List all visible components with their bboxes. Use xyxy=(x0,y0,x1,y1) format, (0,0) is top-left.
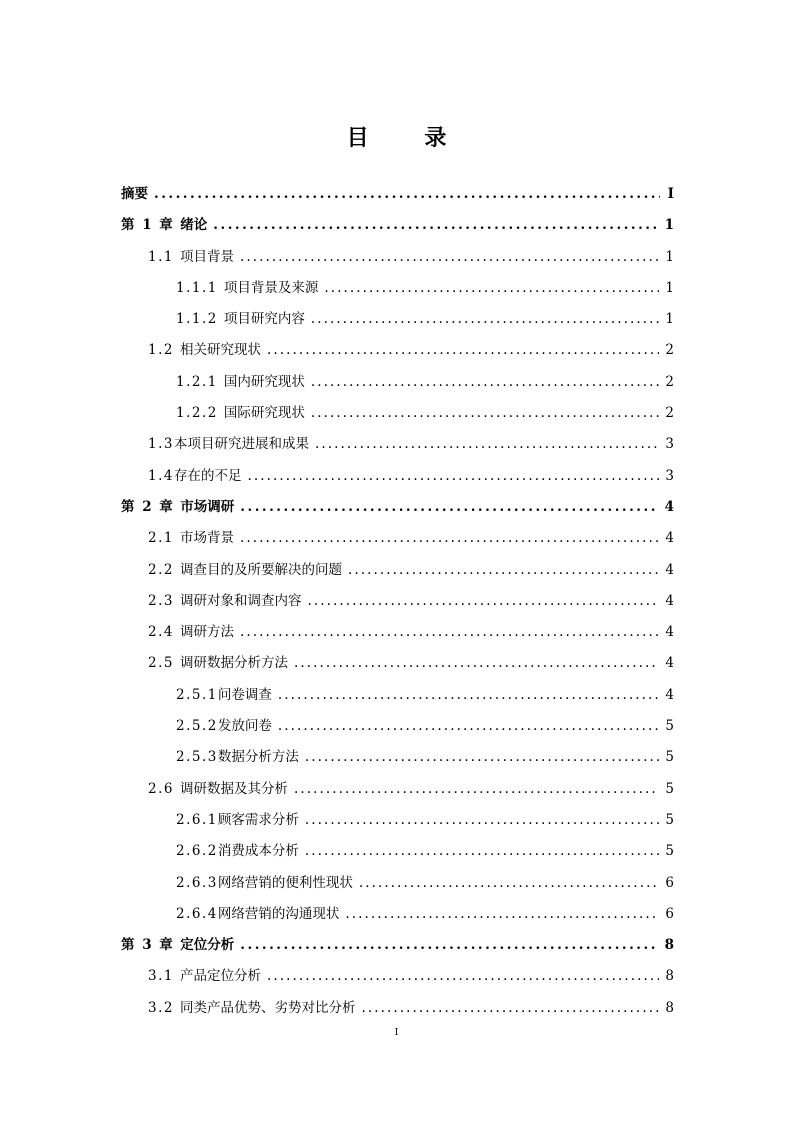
toc-entry-number: 第 3 章 xyxy=(121,937,175,954)
toc-entry-page: 4 xyxy=(665,530,674,547)
toc-dot-leader xyxy=(311,367,660,398)
toc-entry-label: 国内研究现状 xyxy=(223,373,305,390)
toc-dot-leader xyxy=(213,210,658,241)
toc-entry-number: 1.1.1 xyxy=(176,279,218,296)
toc-entry-label: 发放问卷 xyxy=(217,718,272,735)
toc-entry-page: 3 xyxy=(665,436,674,453)
toc-entry-number: 2.2 xyxy=(148,561,174,578)
toc-entry-page: 8 xyxy=(664,937,674,954)
toc-dot-leader xyxy=(247,461,659,492)
toc-entry-label: 项目背景及来源 xyxy=(223,279,319,296)
toc-entry-number: 1.3 xyxy=(148,436,174,453)
toc-entry[interactable] xyxy=(0,492,793,523)
toc-entry-page: 3 xyxy=(665,467,674,484)
toc-entry-number: 3.2 xyxy=(148,999,174,1016)
toc-entry-number: 2.6.1 xyxy=(176,811,218,828)
toc-entry-number: 2.6.3 xyxy=(176,874,218,891)
toc-entry[interactable] xyxy=(0,805,793,836)
toc-entry-page: 2 xyxy=(665,405,674,422)
toc-dot-leader xyxy=(305,805,660,836)
toc-entry[interactable] xyxy=(0,680,793,711)
toc-dot-leader xyxy=(240,492,658,523)
toc-entry-label: 市场背景 xyxy=(179,530,234,547)
toc-entry-page: 4 xyxy=(665,624,674,641)
toc-entry[interactable] xyxy=(0,993,793,1024)
toc-entry-label: 网络营销的便利性现状 xyxy=(217,874,353,891)
toc-entry-number: 2.5.1 xyxy=(176,686,218,703)
page-title: 目 录 xyxy=(346,125,471,151)
toc-entry-page: 4 xyxy=(665,592,674,609)
toc-entry-page: 6 xyxy=(665,905,674,922)
toc-entry-label: 绪论 xyxy=(180,217,208,234)
toc-entry-label: 摘要 xyxy=(121,186,148,202)
toc-dot-leader xyxy=(311,398,660,429)
toc-entry-label: 产品定位分析 xyxy=(179,968,261,985)
toc-entry-number: 1.1 xyxy=(148,248,174,265)
toc-entry[interactable] xyxy=(0,398,793,429)
toc-entry-label: 存在的不足 xyxy=(173,467,242,484)
toc-entry-page: 5 xyxy=(665,749,674,766)
toc-entry-page: 1 xyxy=(665,279,674,296)
toc-entry[interactable] xyxy=(0,367,793,398)
toc-entry[interactable] xyxy=(0,555,793,586)
toc-entry-number: 1.2.2 xyxy=(176,405,218,422)
toc-entry-label: 消费成本分析 xyxy=(217,843,299,860)
toc-entry-number: 第 1 章 xyxy=(121,217,175,234)
toc-entry-label: 市场调研 xyxy=(180,498,235,515)
toc-entry-page: 1 xyxy=(665,311,674,328)
toc-entry-page: 4 xyxy=(665,561,674,578)
toc-entry-number: 2.6.2 xyxy=(176,843,218,860)
toc-dot-leader xyxy=(278,680,660,711)
toc-entry[interactable] xyxy=(0,461,793,492)
toc-entry-page: 4 xyxy=(664,498,674,515)
toc-entry[interactable] xyxy=(0,210,793,241)
toc-dot-leader xyxy=(305,742,660,773)
toc-entry-page: 5 xyxy=(665,718,674,735)
toc-entry[interactable] xyxy=(0,617,793,648)
toc-entry[interactable] xyxy=(0,930,793,961)
toc-entry-page: 4 xyxy=(665,655,674,672)
toc-entry-page: 5 xyxy=(665,811,674,828)
toc-entry-page: 6 xyxy=(665,874,674,891)
toc-entry[interactable] xyxy=(0,868,793,899)
toc-dot-leader xyxy=(315,429,659,460)
toc-entry-label: 调研方法 xyxy=(179,624,234,641)
toc-entry-number: 1.2.1 xyxy=(176,373,218,390)
toc-entry-label: 项目研究内容 xyxy=(223,311,305,328)
toc-entry[interactable] xyxy=(0,774,793,805)
toc-entry-label: 数据分析方法 xyxy=(217,749,299,766)
toc-entry-page: 2 xyxy=(665,342,674,359)
toc-entry-page: 4 xyxy=(665,686,674,703)
toc-entry-number: 2.4 xyxy=(148,624,174,641)
toc-entry-page: 2 xyxy=(665,373,674,390)
toc-dot-leader xyxy=(348,555,659,586)
toc-entry[interactable] xyxy=(0,961,793,992)
toc-entry[interactable] xyxy=(0,335,793,366)
toc-entry[interactable] xyxy=(0,523,793,554)
toc-entry-label: 同类产品优势、劣势对比分析 xyxy=(179,999,356,1016)
toc-dot-leader xyxy=(240,523,659,554)
toc-entry[interactable] xyxy=(0,273,793,304)
toc-entry-number: 2.1 xyxy=(148,530,174,547)
toc-entry-page: I xyxy=(667,186,674,202)
toc-entry-number: 1.1.2 xyxy=(176,311,218,328)
toc-entry-label: 顾客需求分析 xyxy=(217,811,299,828)
toc-entry-label: 定位分析 xyxy=(180,937,235,954)
toc-entry-page: 8 xyxy=(665,999,674,1016)
toc-entry-number: 2.6.4 xyxy=(176,905,218,922)
toc-entry-number: 1.2 xyxy=(148,342,174,359)
toc-entry-label: 调查目的及所要解决的问题 xyxy=(179,561,342,578)
toc-entry[interactable] xyxy=(0,429,793,460)
toc-dot-leader xyxy=(294,648,659,679)
toc-entry-number: 3.1 xyxy=(148,968,174,985)
toc-entry-label: 问卷调查 xyxy=(217,686,272,703)
toc-dot-leader xyxy=(361,993,659,1024)
toc-entry-page: 1 xyxy=(664,217,674,234)
page-number-footer: I xyxy=(394,1028,399,1038)
toc-entry-label: 本项目研究进展和成果 xyxy=(173,436,309,453)
toc-entry[interactable] xyxy=(0,179,793,210)
toc-dot-leader xyxy=(307,586,659,617)
toc-entry[interactable] xyxy=(0,899,793,930)
toc-entry[interactable] xyxy=(0,836,793,867)
toc-entry-label: 调研对象和调查内容 xyxy=(179,592,302,609)
toc-dot-leader xyxy=(240,242,659,273)
toc-entry[interactable] xyxy=(0,711,793,742)
toc-entry-number: 2.6 xyxy=(148,780,174,797)
toc-dot-leader xyxy=(345,899,659,930)
toc-entry-number: 2.3 xyxy=(148,592,174,609)
toc-entry-label: 相关研究现状 xyxy=(179,342,261,359)
toc-dot-leader xyxy=(278,711,660,742)
toc-dot-leader xyxy=(240,617,659,648)
toc-entry-page: 8 xyxy=(665,968,674,985)
toc-dot-leader xyxy=(359,868,660,899)
toc-dot-leader xyxy=(305,836,660,867)
toc-entry[interactable] xyxy=(0,742,793,773)
toc-dot-leader xyxy=(267,961,659,992)
toc-entry-page: 5 xyxy=(665,780,674,797)
toc-entry-label: 网络营销的沟通现状 xyxy=(217,905,340,922)
toc-entry-label: 调研数据分析方法 xyxy=(179,655,288,672)
toc-entry[interactable] xyxy=(0,648,793,679)
toc-entry-label: 国际研究现状 xyxy=(223,405,305,422)
toc-dot-leader xyxy=(324,273,659,304)
toc-entry-number: 第 2 章 xyxy=(121,498,175,515)
toc-entry[interactable] xyxy=(0,586,793,617)
toc-entry-number: 2.5 xyxy=(148,655,174,672)
toc-dot-leader xyxy=(154,179,660,210)
toc-entry-number: 2.5.2 xyxy=(176,718,218,735)
table-of-contents xyxy=(0,179,793,1024)
toc-dot-leader xyxy=(267,335,659,366)
toc-entry-number: 1.4 xyxy=(148,467,174,484)
toc-entry[interactable] xyxy=(0,304,793,335)
toc-entry-page: 5 xyxy=(665,843,674,860)
toc-dot-leader xyxy=(294,774,659,805)
toc-entry-label: 项目背景 xyxy=(179,248,234,265)
toc-entry-number: 2.5.3 xyxy=(176,749,218,766)
toc-entry-page: 1 xyxy=(665,248,674,265)
toc-entry-label: 调研数据及其分析 xyxy=(179,780,288,797)
toc-dot-leader xyxy=(240,930,658,961)
toc-dot-leader xyxy=(311,304,660,335)
toc-entry[interactable] xyxy=(0,242,793,273)
